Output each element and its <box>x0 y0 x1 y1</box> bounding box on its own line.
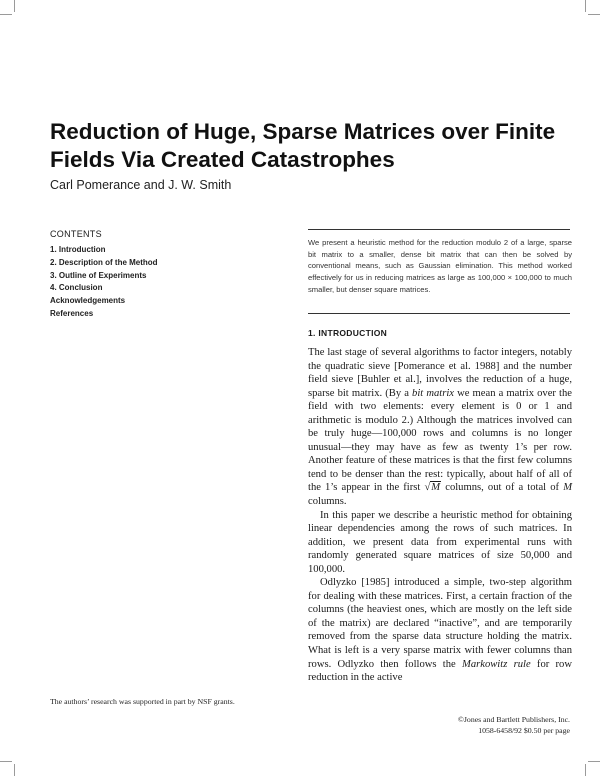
copyright-notice <box>458 715 570 736</box>
p1-text-b: we mean a matrix over the field with two elements: every element is 0 or 1 and arithmetic is modulo 2.) Although the matrices involved can be truly huge—100,000 rows and columns is no longer unusual—they may have as few as twenty 1’s per row. Another feature of these matrices is that the first few columns tend to be denser than the rest: typically, about half of all of the 1’s appear in the first <box>308 387 573 494</box>
sqrt-variable: M <box>431 482 441 494</box>
authors: Carl Pomerance and J. W. Smith <box>50 178 232 192</box>
paragraph-3 <box>308 576 572 684</box>
contents-item: 1. Introduction <box>50 245 106 254</box>
sqrt-m <box>424 481 441 493</box>
p1-text-d: columns. <box>308 496 347 508</box>
crop-mark-top-right <box>588 14 600 15</box>
crop-mark-bottom-right-v <box>585 764 586 776</box>
funding-footnote: The authors’ research was supported in part by NSF grants. <box>50 697 235 706</box>
paper-title <box>50 118 570 174</box>
section-heading-introduction: 1. INTRODUCTION <box>308 328 388 338</box>
paragraph-2: In this paper we describe a heuristic method for obtaining linear dependencies among the rows of such matrices. In addition, we present data from experimental runs with randomly generated square matrices of size 50,000 and 100,000. <box>308 509 572 575</box>
contents-item: 2. Description of the Method <box>50 257 158 267</box>
contents-list <box>50 244 270 321</box>
p1-text-a: The last stage of several algorithms to factor integers, notably the quadratic sieve [Pomerance et al. 1988] and the number field sieve [Buhler et al.], involves the reduction of a huge, sparse bit matrix. (By a <box>308 347 572 399</box>
contents-item: Acknowledgements <box>50 296 126 306</box>
p3-text-b: for row reduction in the active <box>308 658 573 684</box>
crop-mark-bottom-left <box>0 761 12 762</box>
p1-text-c: columns, out of a total of <box>441 482 564 494</box>
p3-emphasis: Markowitz rule <box>462 658 531 670</box>
p1-variable: M <box>563 482 573 494</box>
title-line-2: Fields Via Created Catastrophes <box>50 147 395 172</box>
crop-mark-bottom-right <box>588 761 600 762</box>
copyright-line-2: 1058-6458/92 $0.50 per page <box>478 725 570 735</box>
p3-text-a: Odlyzko [1985] introduced a simple, two-step algorithm for dealing with these matrices. First, a certain fraction of the columns (the heaviest ones, which are mostly on the left side of the matrix) are declared “inactive”, and are temporarily removed from the sparse data structure holding the matrix. What is left is a very sparse matrix with fewer columns than rows. Odlyzko then follows the <box>308 577 572 670</box>
abstract-bottom-rule <box>308 313 570 314</box>
crop-mark-top-right-v <box>585 0 586 12</box>
crop-mark-top-left <box>0 14 12 15</box>
contents-item: 3. Outline of Experiments <box>50 270 147 280</box>
paragraph-1 <box>308 346 572 509</box>
copyright-line-1: ©Jones and Bartlett Publishers, Inc. <box>457 715 570 724</box>
contents-item: References <box>50 308 94 318</box>
introduction-body <box>308 346 572 685</box>
contents-heading: CONTENTS <box>50 229 102 239</box>
p1-emphasis: bit matrix <box>412 387 454 399</box>
abstract: We present a heuristic method for the reduction modulo 2 of a large, sparse bit matrix to a smaller, dense bit matrix that can then be solved by conventional means, such as Gaussian elimination. This method worked effectively for us in reducing matrices as large as 100,000 × 100,000 to much smaller, but denser square matrices. <box>308 238 572 294</box>
crop-mark-top-left-v <box>14 0 15 12</box>
abstract-top-rule <box>308 229 570 230</box>
contents-item: 4. Conclusion <box>50 283 103 293</box>
crop-mark-bottom-left-v <box>14 764 15 776</box>
sqrt-symbol: √ <box>424 482 431 494</box>
title-line-1: Reduction of Huge, Sparse Matrices over Finite <box>50 119 556 144</box>
table-of-contents <box>50 229 270 321</box>
